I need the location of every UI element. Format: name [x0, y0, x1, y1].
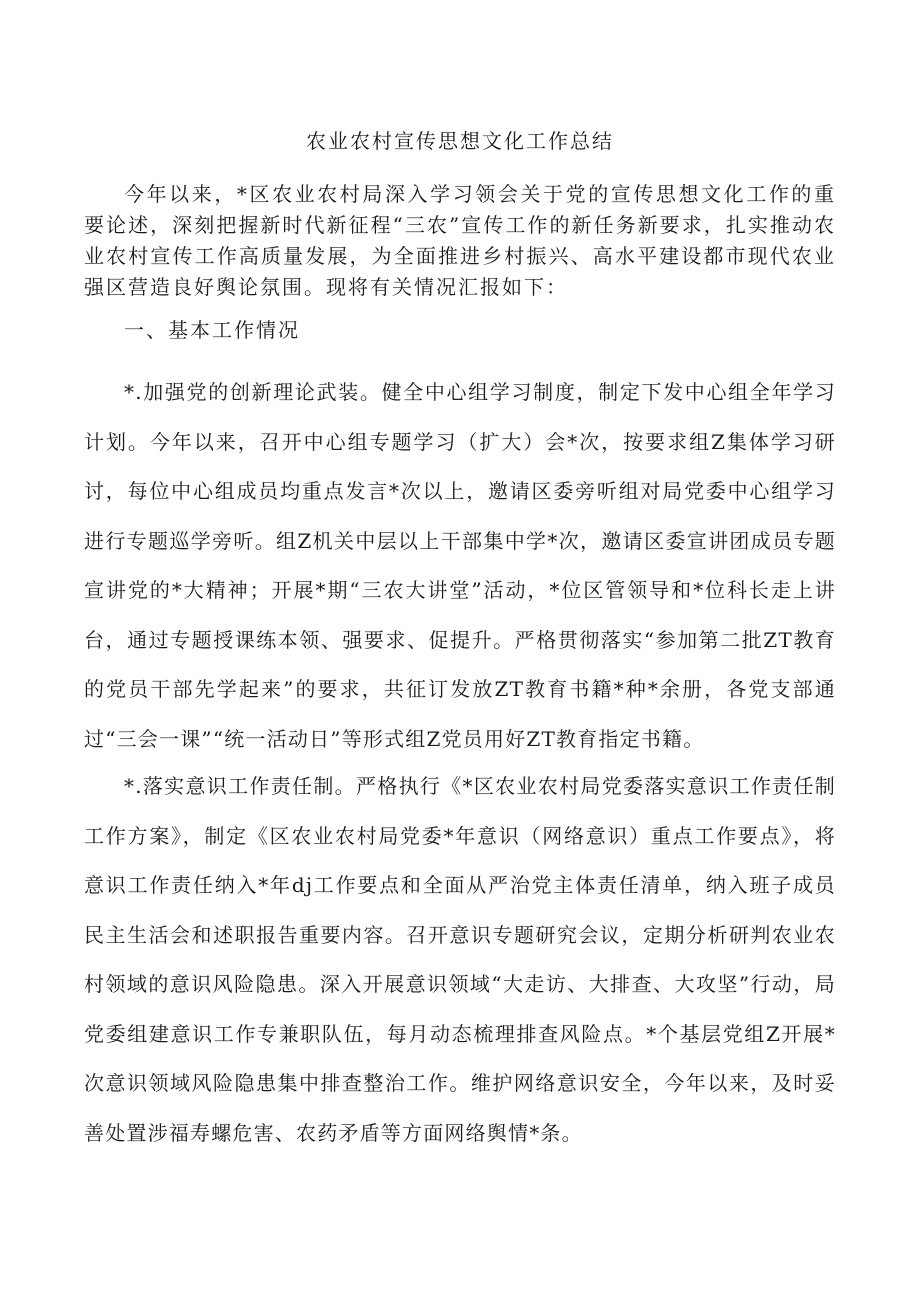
section-heading: 一、基本工作情况 — [124, 318, 300, 342]
paragraph-1: *.加强党的创新理论武装。健全中心组学习制度，制定下发中心组全年学习计划。今年以来，召开中心组专题学习（扩大）会*次，按要求组Z集体学习研讨，每位中心组成员均重点发言*次以上，邀请区委旁听组对局党委中心组学习进行专题巡学旁听。组Z机关中层以上干部集中学*次，邀请区委宣讲团成员专题宣讲党的*大精神；开展*期“三农大讲堂”活动，*位区管领导和*位科长走上讲台，通过专题授课练本领、强要求、促提升。严格贯彻落实“参加第二批ZT教育的党员干部先学起来”的要求，共征订发放ZT教育书籍*种*余册，各党支部通过“三会一课”“统一活动日”等形式组Z党员用好ZT教育指定书籍。 — [84, 380, 836, 751]
intro-paragraph: 今年以来，*区农业农村局深入学习领会关于党的宣传思想文化工作的重要论述，深刻把握新时代新征程“三农”宣传工作的新任务新要求，扎实推动农业农村宣传工作高质量发展，为全面推进乡村振兴、高水平建设都市现代农业强区营造良好舆论氛围。现将有关情况汇报如下： — [84, 182, 836, 299]
document-title: 农业农村宣传思想文化工作总结 — [306, 129, 614, 153]
paragraph-2: *.落实意识工作责任制。严格执行《*区农业农村局党委落实意识工作责任制工作方案》，制定《区农业农村局党委*年意识（网络意识）重点工作要点》，将意识工作责任纳入*年dj工作要点和全面从严治党主体责任清单，纳入班子成员民主生活会和述职报告重要内容。召开意识专题研究会议，定期分析研判农业农村领域的意识风险隐患。深入开展意识领域“大走访、大排查、大攻坚”行动，局党委组建意识工作专兼职队伍，每月动态梳理排查风险点。*个基层党组Z开展*次意识领域风险隐患集中排查整治工作。维护网络意识安全，今年以来，及时妥善处置涉福寿螺危害、农药矛盾等方面网络舆情*条。 — [84, 774, 836, 1145]
